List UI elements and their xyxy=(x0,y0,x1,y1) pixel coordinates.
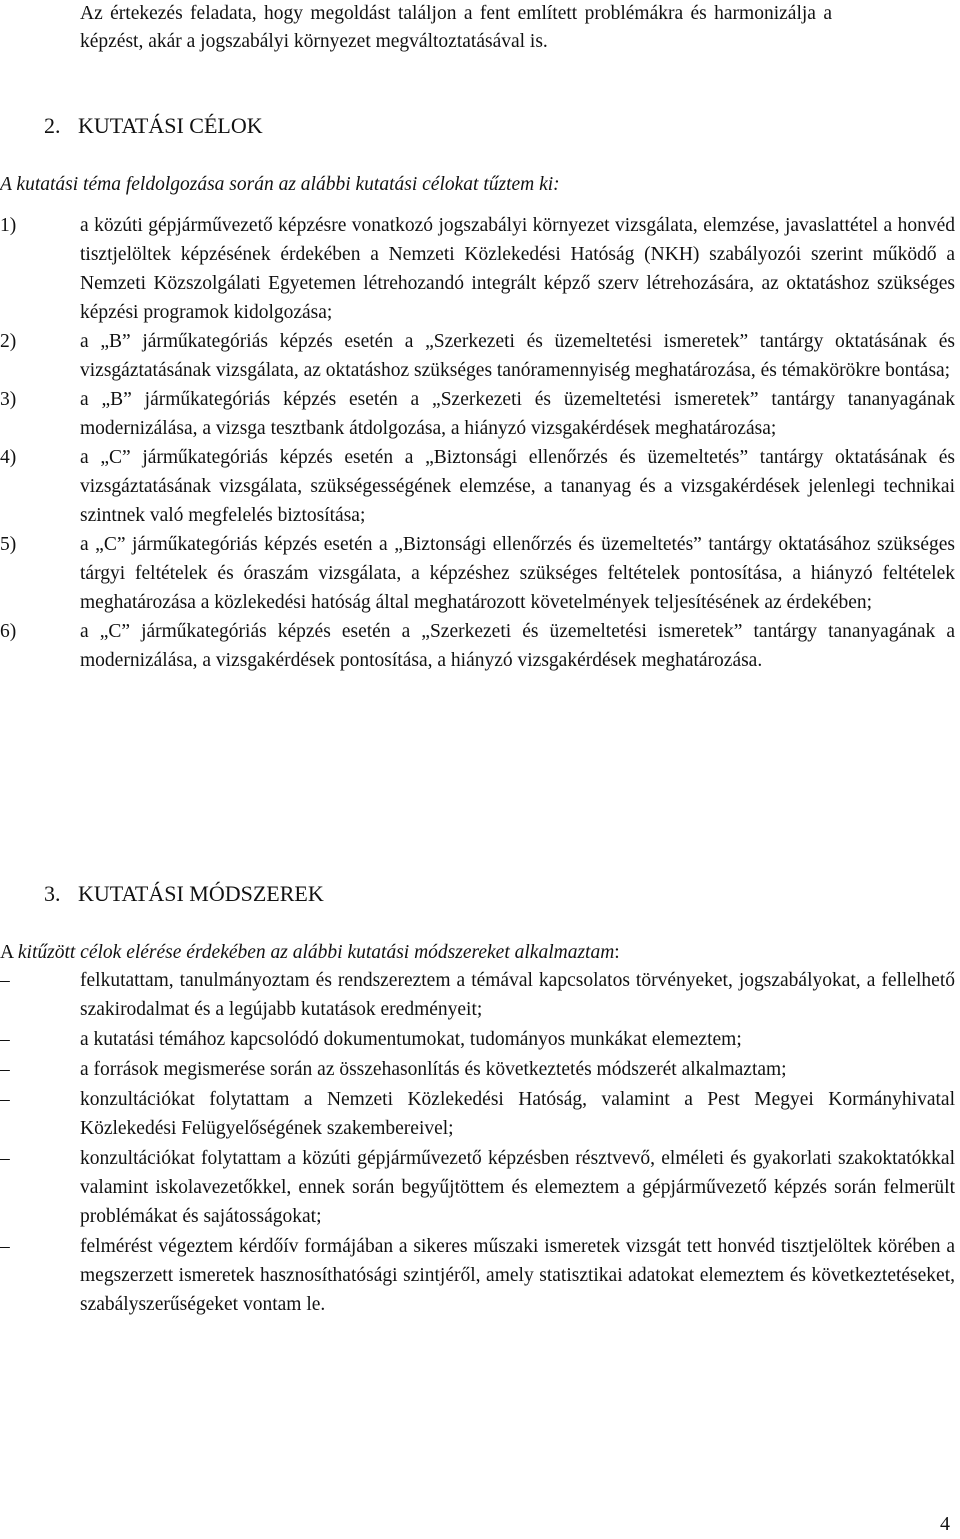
list-item-text: a „C” járműkategóriás képzés esetén a „Biztonsági ellenőrzés és üzemeltetés” tantárgy oktatásához szükséges tárgyi feltételek és óraszám vizsgálata, a képzéshez szükséges feltételek pontosítása, a hiányzó feltételek meghatározása a közlekedési hatóság által meghatározott követelmények teljesítésének az érdekében; xyxy=(80,534,955,613)
list-item-text: konzultációkat folytattam a Nemzeti Közlekedési Hatóság, valamint a Pest Megyei Kormányhivatal Közlekedési Felügyelőségének szakembereivel; xyxy=(80,1089,955,1139)
section-2-heading xyxy=(44,111,263,140)
section-2-number: 2. xyxy=(44,113,61,138)
dash-bullet-icon: – xyxy=(0,1236,10,1257)
list-item-text: a „C” járműkategóriás képzés esetén a „Szerkezeti és üzemeltetési ismeretek” tantárgy tananyagának a modernizálása, a vizsgakérdések pontosítása, a hiányzó vizsgakérdések meghatározása. xyxy=(80,621,955,671)
list-item-text: felmérést végeztem kérdőív formájában a sikeres műszaki ismeretek vizsgát tett honvéd tisztjelöltek körében a megszerzett ismeretek hasznosíthatósági szintjéről, amely statisztikai adatokat elemeztem és következtetéseket, szabályszerűségeket vontam le. xyxy=(80,1236,955,1315)
list-item-text: felkutattam, tanulmányoztam és rendszereztem a témával kapcsolatos törvényeket, jogszabályokat, a fellelhető szakirodalmat és a legújabb kutatások eredményeit; xyxy=(80,970,955,1020)
list-item-marker: 6) xyxy=(0,621,17,642)
list-item xyxy=(0,385,955,443)
list-item-text: a források megismerése során az összehasonlítás és következtetés módszerét alkalmaztam; xyxy=(80,1059,787,1080)
section-3-lead-italic: kitűzött célok elérése érdekében az alábbi kutatási módszereket alkalmaztam xyxy=(17,942,615,963)
section-3-heading xyxy=(44,879,324,908)
dash-bullet-icon: – xyxy=(0,1059,10,1080)
section-3-lead-suffix: : xyxy=(614,942,620,963)
list-item xyxy=(0,443,955,530)
list-item xyxy=(0,1144,955,1231)
list-item xyxy=(0,617,955,675)
research-goals-list xyxy=(0,211,955,675)
section-2-title: KUTATÁSI CÉLOK xyxy=(78,113,263,138)
section-3-title: KUTATÁSI MÓDSZEREK xyxy=(78,881,324,906)
list-item-marker: 5) xyxy=(0,534,17,555)
list-item-marker: 3) xyxy=(0,389,17,410)
section-3-lead xyxy=(0,938,940,967)
list-item-text: konzultációkat folytattam a közúti gépjárművezető képzésben résztvevő, elméleti és gyakorlati szakoktatókkal valamint iskolavezetőkkel, ennek során begyűjtöttem és elemeztem a gépjárművezető képzés során felmerült problémákat és sajátosságokat; xyxy=(80,1148,955,1227)
dash-bullet-icon: – xyxy=(0,1029,10,1050)
list-item-marker: 2) xyxy=(0,331,17,352)
list-item xyxy=(0,211,955,327)
section-3-lead-prefix: A xyxy=(0,942,18,963)
list-item-marker: 1) xyxy=(0,215,17,236)
list-item-marker: 4) xyxy=(0,447,17,468)
list-item xyxy=(0,327,955,385)
list-item xyxy=(0,1025,955,1054)
list-item xyxy=(0,966,955,1024)
dash-bullet-icon: – xyxy=(0,1089,10,1110)
intro-paragraph: Az értekezés feladata, hogy megoldást találjon a fent említett problémákra és harmonizálja a képzést, akár a jogszabályi környezet megváltoztatásával is. xyxy=(80,3,832,52)
list-item-text: a közúti gépjárművezető képzésre vonatkozó jogszabályi környezet vizsgálata, elemzése, javaslattétel a honvéd tisztjelöltek képzésének érdekében a Nemzeti Közlekedési Hatóság (NKH) szabályozói szerint működő a Nemzeti Közszolgálati Egyetemen létrehozandó integrált képző szerv létrehozására, az oktatáshoz szükséges képzési programok kidolgozása; xyxy=(80,215,955,323)
list-item xyxy=(0,1232,955,1319)
list-item xyxy=(0,530,955,617)
list-item-text: a kutatási témához kapcsolódó dokumentumokat, tudományos munkákat elemeztem; xyxy=(80,1029,742,1050)
list-item-text: a „B” járműkategóriás képzés esetén a „Szerkezeti és üzemeltetési ismeretek” tantárgy tananyagának modernizálása, a vizsga tesztbank átdolgozása, a hiányzó vizsgakérdések meghatározása; xyxy=(80,389,955,439)
list-item-text: a „B” járműkategóriás képzés esetén a „Szerkezeti és üzemeltetési ismeretek” tantárgy oktatásának és vizsgáztatásának vizsgálata, az oktatáshoz szükséges tanóramennyiség meghatározása, és témakörökre bontása; xyxy=(80,331,955,381)
section-3-number: 3. xyxy=(44,881,61,906)
page-number: 4 xyxy=(940,1513,950,1535)
dash-bullet-icon: – xyxy=(0,970,10,991)
list-item-text: a „C” járműkategóriás képzés esetén a „Biztonsági ellenőrzés és üzemeltetés” tantárgy oktatásának és vizsgáztatásának vizsgálata, szükségességének elemzése, a tananyag és a vizsgakérdések jelenlegi technikai szintnek való megfelelés biztosítása; xyxy=(80,447,955,526)
research-methods-list xyxy=(0,966,955,1320)
dash-bullet-icon: – xyxy=(0,1148,10,1169)
section-2-lead: A kutatási téma feldolgozása során az alábbi kutatási célokat tűztem ki: xyxy=(0,174,560,195)
list-item xyxy=(0,1055,955,1084)
list-item xyxy=(0,1085,955,1143)
